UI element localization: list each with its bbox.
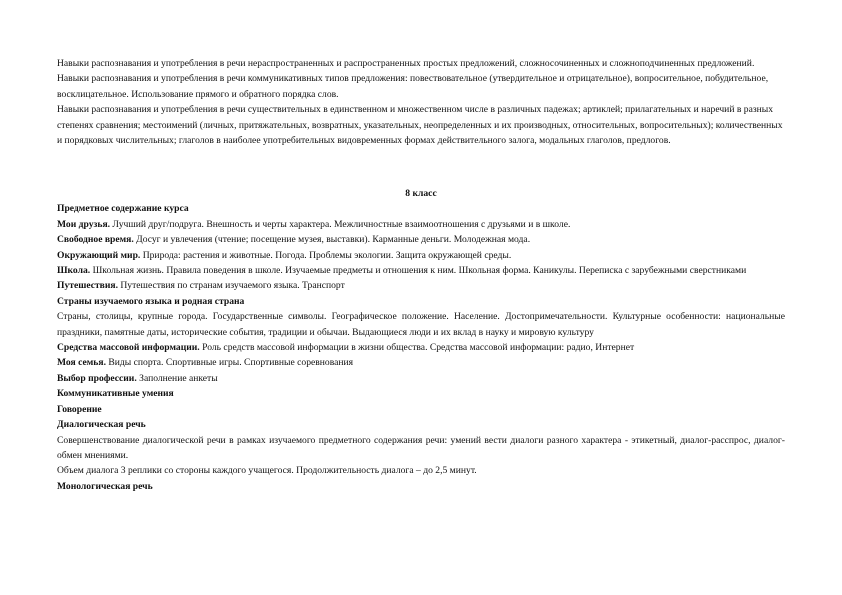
- skills-heading: Коммуникативные умения: [57, 388, 174, 400]
- topic-text: Досуг и увлечения (чтение; посещение музея, выставки). Карманные деньги. Молодежная мода.: [133, 234, 531, 246]
- topic-family: [57, 355, 785, 370]
- topic-school: [57, 263, 785, 278]
- topic-text: Лучший друг/подруга. Внешность и черты характера. Межличностные взаимоотношения с друзьями и в школе.: [110, 218, 571, 230]
- topic-text: Виды спорта. Спортивные игры. Спортивные соревнования: [105, 357, 354, 369]
- topic-title: Моя семья.: [57, 357, 106, 369]
- topic-title: Выбор профессии.: [57, 372, 137, 384]
- topic-title: Окружающий мир.: [57, 249, 141, 261]
- topic-text: Природа: растения и животные. Погода. Проблемы экологии. Защита окружающей среды.: [140, 249, 512, 261]
- topic-media: [57, 340, 785, 355]
- topic-free-time: [57, 232, 785, 247]
- dialogue-heading: Диалогическая речь: [57, 419, 146, 431]
- intro-paragraph-3: Навыки распознавания и употребления в речи существительных в единственном и множественном числе в различных падежах; артиклей; прилагательных и наречий в разных степенях сравнения; местоимений (личных, притяжательных, возвратных, указательных, неопределенных и их производных, относительных, вопросительных); количественных и порядковых числительных; глаголов в наиболее употребительных видовременных формах действительного залога, модальных глаголов, предлогов.: [57, 104, 783, 147]
- grade-heading: 8 класс: [405, 188, 437, 199]
- grade-section: [57, 186, 785, 494]
- intro-paragraph-2: Навыки распознавания и употребления в речи коммуникативных типов предложения: повествовательное (утвердительное и отрицательное), вопросительное, побудительное, восклицательное. Использование прямого и обратного порядка слов.: [57, 73, 769, 100]
- topic-travel: [57, 278, 785, 293]
- topic-title: Средства массовой информации.: [57, 342, 200, 354]
- topic-title: Свободное время.: [57, 234, 134, 246]
- topic-text: Заполнение анкеты: [136, 372, 218, 384]
- dialogue-volume: Объем диалога 3 реплики со стороны каждого учащегося. Продолжительность диалога – до 2,5 минут.: [57, 465, 477, 477]
- countries-text: Страны, столицы, крупные города. Государственные символы. Географическое положение. Население. Достопримечательности. Культурные особенности: национальные праздники, памятные даты, исторические события, традиции и обычаи. Выдающиеся люди и их вклад в науку и мировую культуру: [57, 311, 785, 338]
- topic-friends: [57, 217, 785, 232]
- subject-heading: Предметное содержание курса: [57, 203, 189, 215]
- topic-world: [57, 248, 785, 263]
- topic-text: Роль средств массовой информации в жизни общества. Средства массовой информации: радио, Интернет: [199, 342, 635, 354]
- topic-text: Школьная жизнь. Правила поведения в школе. Изучаемые предметы и отношения к ним. Школьная форма. Каникулы. Переписка с зарубежными сверстниками: [90, 265, 747, 277]
- topic-title: Путешествия.: [57, 280, 118, 292]
- dialogue-text: Совершенствование диалогической речи в рамках изучаемого предметного содержания речи: умений вести диалоги разного характера - этикетный, диалог-расспрос, диалог-обмен мнениями.: [57, 434, 785, 461]
- topic-text: Путешествия по странам изучаемого языка. Транспорт: [117, 280, 345, 292]
- intro-paragraph-1: Навыки распознавания и употребления в речи нераспространенных и распространенных простых предложений, сложносочиненных и сложноподчиненных предложений.: [57, 58, 755, 69]
- topic-title: Мои друзья.: [57, 218, 111, 230]
- topic-title: Школа.: [57, 265, 91, 277]
- intro-section: [57, 56, 785, 148]
- speaking-heading: Говорение: [57, 403, 102, 415]
- monologue-heading: Монологическая речь: [57, 480, 153, 492]
- countries-heading: Страны изучаемого языка и родная страна: [57, 295, 245, 307]
- topic-profession: [57, 371, 785, 386]
